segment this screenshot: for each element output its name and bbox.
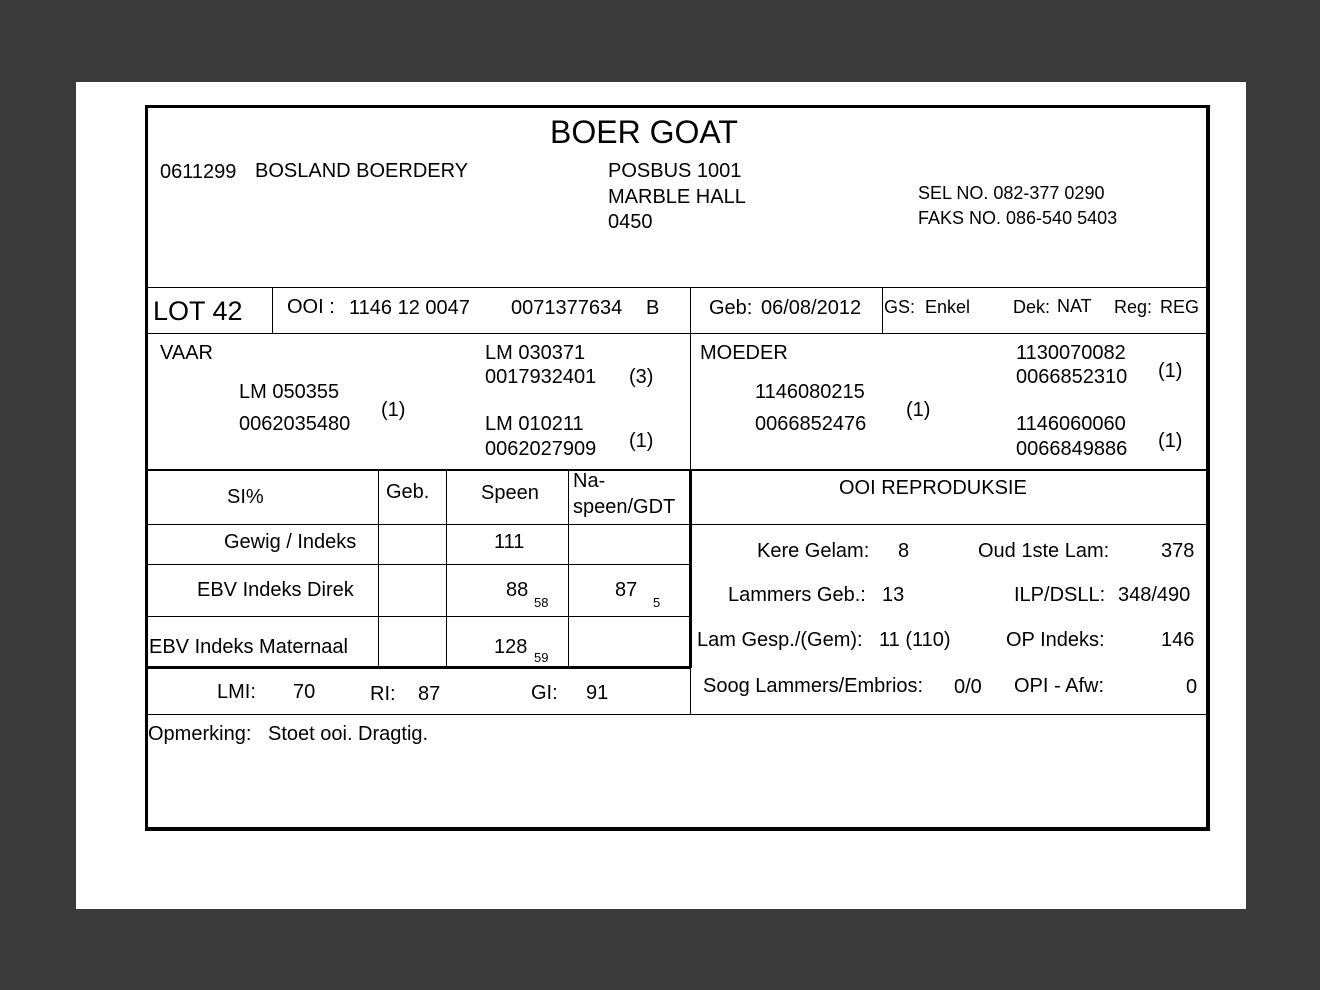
phone-number: SEL NO. 082-377 0290 xyxy=(918,183,1105,203)
op-indeks-label: OP Indeks: xyxy=(1006,629,1105,651)
goat-lot-card xyxy=(145,105,1211,831)
si-row-direk-naspeen: 87 xyxy=(615,579,638,601)
card-border-top xyxy=(145,105,1209,108)
lmi-label: LMI: xyxy=(217,681,256,703)
ilp-dsll-value: 348/490 xyxy=(1118,584,1191,606)
divider-si-col3 xyxy=(568,469,569,668)
sire-dam-code: 0062027909 xyxy=(485,438,597,460)
kere-gelam-label: Kere Gelam: xyxy=(757,540,870,562)
lammers-geb-value: 13 xyxy=(882,584,905,606)
sire-sire-id: LM 030371 xyxy=(485,342,586,364)
gs-label: GS: xyxy=(884,297,916,317)
sire-grade: (1) xyxy=(381,399,406,421)
gi-value: 91 xyxy=(586,682,609,704)
dam-id: 1146080215 xyxy=(755,381,865,403)
divider-si-row1 xyxy=(145,564,691,565)
opi-afw-label: OPI - Afw: xyxy=(1014,675,1105,697)
sire-heading: VAAR xyxy=(160,342,213,364)
gi-label: GI: xyxy=(531,682,558,704)
remarks-label: Opmerking: xyxy=(148,723,252,745)
divider-si-col4 xyxy=(689,469,692,668)
dam-heading: MOEDER xyxy=(700,342,788,364)
divider-si-col1 xyxy=(378,469,379,668)
ri-value: 87 xyxy=(418,683,441,705)
si-table-corner: SI% xyxy=(227,486,264,508)
lam-gesp-value: 11 (110) xyxy=(879,629,951,651)
address-line-3: 0450 xyxy=(608,211,653,233)
si-row-gewig-label: Gewig / Indeks xyxy=(224,531,357,553)
divider-si-col2 xyxy=(446,469,447,668)
divider-si-bottom xyxy=(145,666,691,669)
gs-value: Enkel xyxy=(925,297,971,317)
card-border-right xyxy=(1206,105,1210,831)
lammers-geb-label: Lammers Geb.: xyxy=(728,584,866,606)
divider-lot xyxy=(145,333,1207,334)
breeder-name: BOSLAND BOERDERY xyxy=(255,160,469,182)
breeder-code: 0611299 xyxy=(160,161,237,183)
remarks-text: Stoet ooi. Dragtig. xyxy=(268,723,429,745)
card-border-bottom xyxy=(145,827,1209,831)
si-row-direk-speen-sub: 58 xyxy=(534,595,549,610)
sire-sire-grade: (3) xyxy=(629,366,654,388)
document-title: BOER GOAT xyxy=(550,114,738,150)
divider-header xyxy=(145,287,1207,288)
ri-label: RI: xyxy=(370,683,396,705)
si-row-direk-naspeen-sub: 5 xyxy=(653,595,661,610)
ooi-code: 0071377634 xyxy=(511,297,623,319)
dam-dam-grade: (1) xyxy=(1158,430,1183,452)
lmi-value: 70 xyxy=(293,681,316,703)
address-line-2: MARBLE HALL xyxy=(608,186,746,208)
sire-id: LM 050355 xyxy=(239,381,340,403)
dam-dam-code: 0066849886 xyxy=(1016,438,1128,460)
si-row-direk-label: EBV Indeks Direk xyxy=(197,579,354,601)
dam-sire-id: 1130070082 xyxy=(1016,342,1126,364)
dam-grade: (1) xyxy=(906,399,931,421)
divider-gs-cell xyxy=(882,287,883,333)
op-indeks-value: 146 xyxy=(1161,629,1195,651)
reg-label: Reg: xyxy=(1114,297,1153,317)
si-row-gewig-speen: 111 xyxy=(494,531,525,553)
geb-date: 06/08/2012 xyxy=(761,297,862,319)
divider-repro-title xyxy=(691,524,1207,525)
si-col-speen: Speen xyxy=(481,482,539,504)
dam-sire-code: 0066852310 xyxy=(1016,366,1128,388)
oud-1ste-lam-value: 378 xyxy=(1161,540,1195,562)
reg-value: REG xyxy=(1160,297,1200,317)
oud-1ste-lam-label: Oud 1ste Lam: xyxy=(978,540,1110,562)
soog-lammers-value: 0/0 xyxy=(954,676,982,698)
dam-sire-grade: (1) xyxy=(1158,360,1183,382)
si-col-naspeen-line1: Na- xyxy=(573,470,606,492)
dek-value: NAT xyxy=(1057,296,1092,316)
sire-dam-grade: (1) xyxy=(629,430,654,452)
lam-gesp-label: Lam Gesp./(Gem): xyxy=(697,629,863,651)
address-line-1: POSBUS 1001 xyxy=(608,160,742,182)
divider-si-row2 xyxy=(145,616,691,617)
ooi-label: OOI : xyxy=(287,296,335,318)
divider-pedigree xyxy=(145,469,1207,471)
ooi-id: 1146 12 0047 xyxy=(349,297,470,319)
si-row-direk-speen: 88 xyxy=(506,579,529,601)
ilp-dsll-label: ILP/DSLL: xyxy=(1014,584,1106,606)
si-col-naspeen-line2: speen/GDT xyxy=(573,496,676,518)
reproduction-title: OOI REPRODUKSIE xyxy=(839,477,1027,499)
geb-label: Geb: xyxy=(709,297,753,319)
lot-number: LOT 42 xyxy=(153,296,243,326)
divider-si-header xyxy=(145,524,691,525)
opi-afw-value: 0 xyxy=(1186,676,1198,698)
si-row-maternaal-label: EBV Indeks Maternaal xyxy=(149,636,348,658)
soog-lammers-label: Soog Lammers/Embrios: xyxy=(703,675,924,697)
fax-number: FAKS NO. 086-540 5403 xyxy=(918,208,1118,228)
dam-dam-id: 1146060060 xyxy=(1016,413,1126,435)
dam-code: 0066852476 xyxy=(755,413,867,435)
sire-dam-id: LM 010211 xyxy=(485,413,584,435)
sire-sire-code: 0017932401 xyxy=(485,366,597,388)
divider-lot-cell xyxy=(272,287,273,333)
ooi-grade: B xyxy=(646,297,660,319)
si-col-geb: Geb. xyxy=(386,481,430,503)
kere-gelam-value: 8 xyxy=(898,540,910,562)
dek-label: Dek: xyxy=(1013,297,1051,317)
si-row-maternaal-speen: 128 xyxy=(494,636,528,658)
divider-remarks xyxy=(145,714,1207,715)
sire-code: 0062035480 xyxy=(239,413,351,435)
si-row-maternaal-speen-sub: 59 xyxy=(534,650,549,665)
